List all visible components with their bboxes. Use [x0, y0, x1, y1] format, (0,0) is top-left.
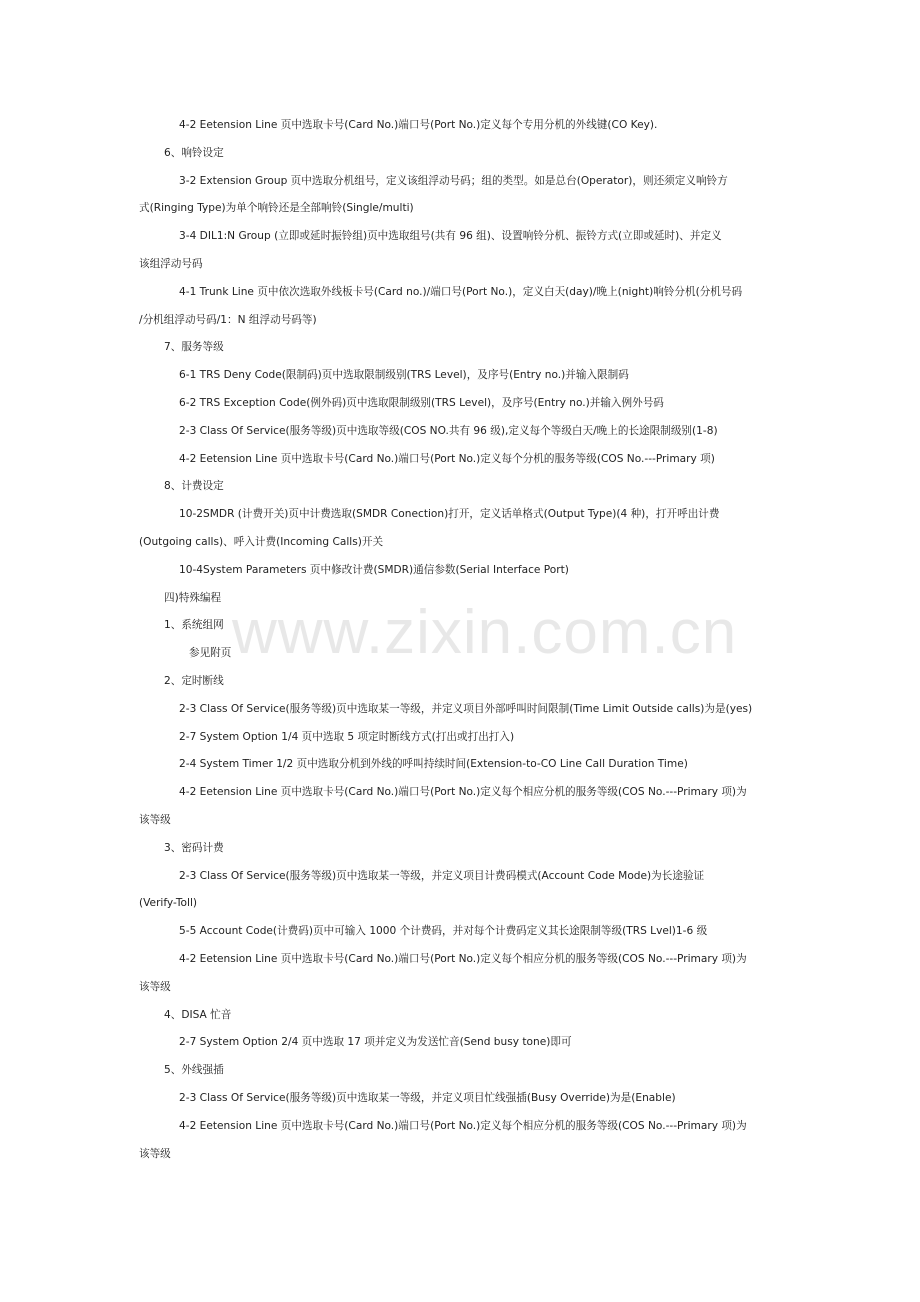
text-line: 3-4 DIL1:N Group (立即或延时振铃组)页中选取组号(共有 96 组)、设置响铃分机、振铃方式(立即或延时)、并定义	[179, 230, 722, 242]
text-line: 4-2 Eetension Line 页中选取卡号(Card No.)端口号(Port No.)定义每个分机的服务等级(COS No.---Primary 项)	[179, 453, 715, 465]
text-line: 参见附页	[189, 647, 232, 659]
text-line: 4-2 Eetension Line 页中选取卡号(Card No.)端口号(Port No.)定义每个专用分机的外线键(CO Key).	[179, 119, 658, 131]
section-heading: 5、外线强插	[164, 1064, 224, 1076]
text-line: 6-1 TRS Deny Code(限制码)页中选取限制级别(TRS Level)，及序号(Entry no.)并输入限制码	[179, 369, 629, 381]
section-heading: 6、响铃设定	[164, 147, 224, 159]
text-line: /分机组浮动号码/1：N 组浮动号码等)	[139, 314, 317, 326]
text-line: 6-2 TRS Exception Code(例外码)页中选取限制级别(TRS Level)，及序号(Entry no.)并输入例外号码	[179, 397, 664, 409]
text-line: 2-3 Class Of Service(服务等级)页中选取等级(COS NO.共有 96 级),定义每个等级白天/晚上的长途限制级别(1-8)	[179, 425, 718, 437]
text-line: 该等级	[139, 814, 171, 826]
section-heading: 4、DISA 忙音	[164, 1009, 232, 1021]
text-line: 2-3 Class Of Service(服务等级)页中选取某一等级，并定义项目忙线强插(Busy Override)为是(Enable)	[179, 1092, 676, 1104]
text-line: 4-2 Eetension Line 页中选取卡号(Card No.)端口号(Port No.)定义每个相应分机的服务等级(COS No.---Primary 项)为	[179, 953, 747, 965]
text-line: 2-7 System Option 1/4 页中选取 5 项定时断线方式(打出或打出打入)	[179, 731, 515, 743]
text-line: 10-2SMDR (计费开关)页中计费选取(SMDR Conection)打开，定义话单格式(Output Type)(4 种)，打开呼出计费	[179, 508, 720, 520]
section-heading: 四)特殊编程	[164, 592, 222, 604]
text-line: 2-3 Class Of Service(服务等级)页中选取某一等级，并定义项目计费码模式(Account Code Mode)为长途验证	[179, 870, 705, 882]
text-line: 4-2 Eetension Line 页中选取卡号(Card No.)端口号(Port No.)定义每个相应分机的服务等级(COS No.---Primary 项)为	[179, 1120, 747, 1132]
text-line: (Verify-Toll)	[139, 897, 198, 909]
text-line: 4-1 Trunk Line 页中依次选取外线板卡号(Card no.)/端口号(Port No.)，定义白天(day)/晚上(night)响铃分机(分机号码	[179, 286, 743, 298]
text-line: 5-5 Account Code(计费码)页中可输入 1000 个计费码，并对每个计费码定义其长途限制等级(TRS Lvel)1-6 级	[179, 925, 708, 937]
text-line: 3-2 Extension Group 页中选取分机组号，定义该组浮动号码；组的类型。如是总台(Operator)，则还须定义响铃方	[179, 175, 728, 187]
watermark: www.zixin.com.cn	[232, 598, 738, 667]
section-heading: 3、密码计费	[164, 842, 224, 854]
text-line: 该等级	[139, 981, 171, 993]
text-line: 2-7 System Option 2/4 页中选取 17 项并定义为发送忙音(Send busy tone)即可	[179, 1036, 572, 1048]
text-line: (Outgoing calls)、呼入计费(Incoming Calls)开关	[139, 536, 384, 548]
text-line: 式(Ringing Type)为单个响铃还是全部响铃(Single/multi)	[139, 202, 414, 214]
text-line: 该组浮动号码	[139, 258, 203, 270]
section-heading: 2、定时断线	[164, 675, 224, 687]
section-heading: 8、计费设定	[164, 480, 224, 492]
text-line: 该等级	[139, 1148, 171, 1160]
text-line: 10-4System Parameters 页中修改计费(SMDR)通信参数(Serial Interface Port)	[179, 564, 569, 576]
section-heading: 7、服务等级	[164, 341, 224, 353]
text-line: 4-2 Eetension Line 页中选取卡号(Card No.)端口号(Port No.)定义每个相应分机的服务等级(COS No.---Primary 项)为	[179, 786, 747, 798]
text-line: 2-4 System Timer 1/2 页中选取分机到外线的呼叫持续时间(Extension-to-CO Line Call Duration Time)	[179, 758, 688, 770]
section-heading: 1、系统组网	[164, 619, 224, 631]
text-line: 2-3 Class Of Service(服务等级)页中选取某一等级，并定义项目外部呼叫时间限制(Time Limit Outside calls)为是(yes)	[179, 703, 753, 715]
